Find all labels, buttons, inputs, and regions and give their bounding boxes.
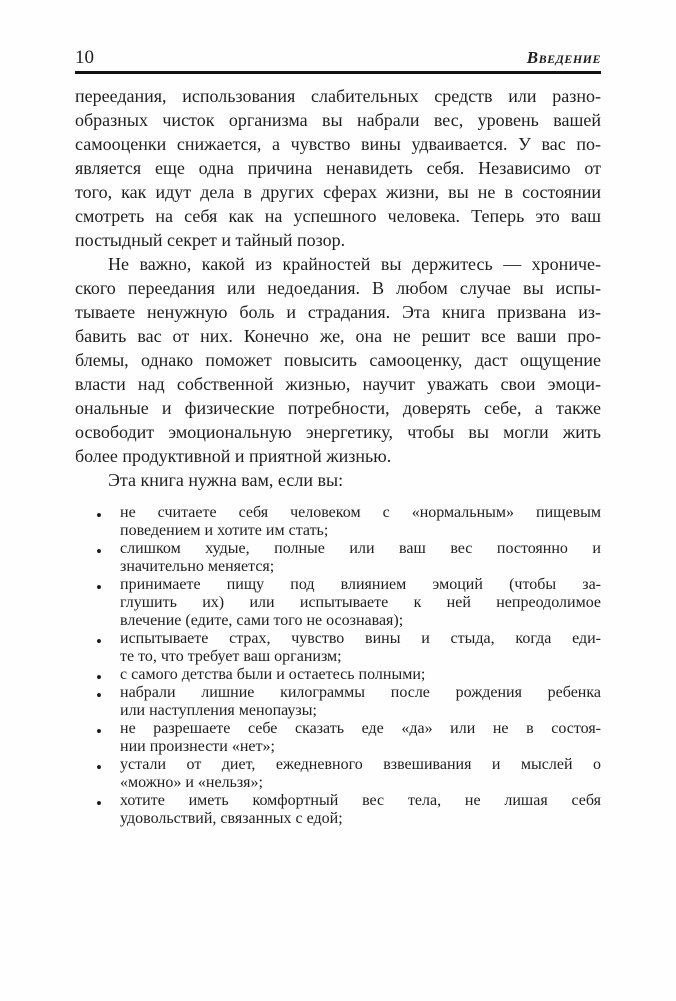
bullet-marker: • <box>96 758 102 777</box>
bullet-list <box>75 504 601 828</box>
bullet-text <box>120 540 601 576</box>
bullet-line: не считаете себя человеком с «нормальным» пищевым <box>120 504 601 521</box>
body-line: того, как идут дела в других сферах жизни, вы не в состоянии <box>75 182 601 202</box>
body-line: бавить вас от них. Конечно же, она не решит все ваши про- <box>75 326 601 346</box>
bullet-line: хотите иметь комфортный вес тела, не лишая себя <box>120 792 601 809</box>
bullet-line: значительно меняется; <box>120 558 275 575</box>
paragraph <box>75 252 601 468</box>
bullet-marker: • <box>96 506 102 525</box>
body-line: блемы, однако поможет повысить самооценку, даст ощущение <box>75 350 601 370</box>
bullet-marker: • <box>96 722 102 741</box>
bullet-item <box>75 504 601 540</box>
bullet-marker: • <box>96 632 102 651</box>
body-line: ональные и физические потребности, доверять себе, а также <box>75 398 601 418</box>
body-text <box>75 84 601 492</box>
bullet-item <box>75 540 601 576</box>
bullet-item <box>75 666 601 687</box>
bullet-line: набрали лишние килограммы после рождения ребенка <box>120 684 601 701</box>
bullet-line: те то, что требует ваш организм; <box>120 648 342 665</box>
bullet-item <box>75 630 601 666</box>
bullet-line: устали от диет, ежедневного взвешивания и мыслей о <box>120 756 601 773</box>
page-number: 10 <box>75 47 94 68</box>
bullet-marker: • <box>96 794 102 813</box>
header-rule <box>75 71 601 74</box>
body-line: переедания, использования слабительных средств или разно- <box>75 86 601 106</box>
bullet-item <box>75 720 601 756</box>
paragraph <box>75 84 601 252</box>
body-line: постыдный секрет и тайный позор. <box>75 230 346 250</box>
body-line: власти над собственной жизнью, научит уважать свои эмоци- <box>75 374 601 394</box>
bullet-marker: • <box>96 668 102 687</box>
bullet-line: испытываете страх, чувство вины и стыда, когда еди- <box>120 630 601 647</box>
bullet-line: слишком худые, полные или ваш вес постоянно и <box>120 540 601 557</box>
bullet-line: принимаете пищу под влиянием эмоций (чтобы за- <box>120 576 601 593</box>
bullet-line: с самого детства были и остаетесь полными; <box>120 666 426 683</box>
bullet-marker: • <box>96 686 102 705</box>
bullet-marker: • <box>96 542 102 561</box>
bullet-marker: • <box>96 578 102 597</box>
paragraph <box>75 468 601 492</box>
bullet-line: поведением и хотите им стать; <box>120 522 329 539</box>
running-title: Введение <box>526 48 601 67</box>
bullet-item <box>75 576 601 630</box>
bullet-line: влечение (едите, сами того не осознавая); <box>120 612 404 629</box>
bullet-text <box>120 576 601 630</box>
body-line: ского переедания или недоедания. В любом случае вы испы- <box>75 278 601 298</box>
bullet-text <box>120 630 601 666</box>
body-line: является еще одна причина ненавидеть себя. Независимо от <box>75 158 601 178</box>
bullet-text <box>120 720 601 756</box>
bullet-text <box>120 504 601 540</box>
bullet-line: не разрешаете себе сказать еде «да» или не в состоя- <box>120 720 601 737</box>
bullet-text <box>120 792 601 828</box>
body-line: освободит эмоциональную энергетику, чтобы вы могли жить <box>75 422 601 442</box>
body-line: тываете ненужную боль и страдания. Эта книга призвана из- <box>75 302 601 322</box>
body-line: образных чисток организма вы набрали вес, уровень вашей <box>75 110 601 130</box>
bullet-line: или наступления менопаузы; <box>120 702 317 719</box>
bullet-text <box>120 666 601 684</box>
body-line: смотреть на себя как на успешного человека. Теперь это ваш <box>75 206 601 226</box>
body-line: более продуктивной и приятной жизнью. <box>75 446 392 466</box>
bullet-text <box>120 756 601 792</box>
bullet-line: глушить их) или испытываете к ней непреодолимое <box>120 594 601 611</box>
bullet-line: удовольствий, связанных с едой; <box>120 810 343 827</box>
bullet-item <box>75 792 601 828</box>
body-line: Эта книга нужна вам, если вы: <box>108 470 344 490</box>
body-line: Не важно, какой из крайностей вы держитесь — хрониче- <box>108 254 601 274</box>
running-header <box>75 47 601 69</box>
bullet-text <box>120 684 601 720</box>
bullet-line: нии произнести «нет»; <box>120 738 275 755</box>
bullet-line: «можно» и «нельзя»; <box>120 774 263 791</box>
text-area <box>75 47 601 828</box>
bullet-item <box>75 756 601 792</box>
body-line: самооценки снижается, а чувство вины удваивается. У вас по- <box>75 134 601 154</box>
bullet-item <box>75 684 601 720</box>
